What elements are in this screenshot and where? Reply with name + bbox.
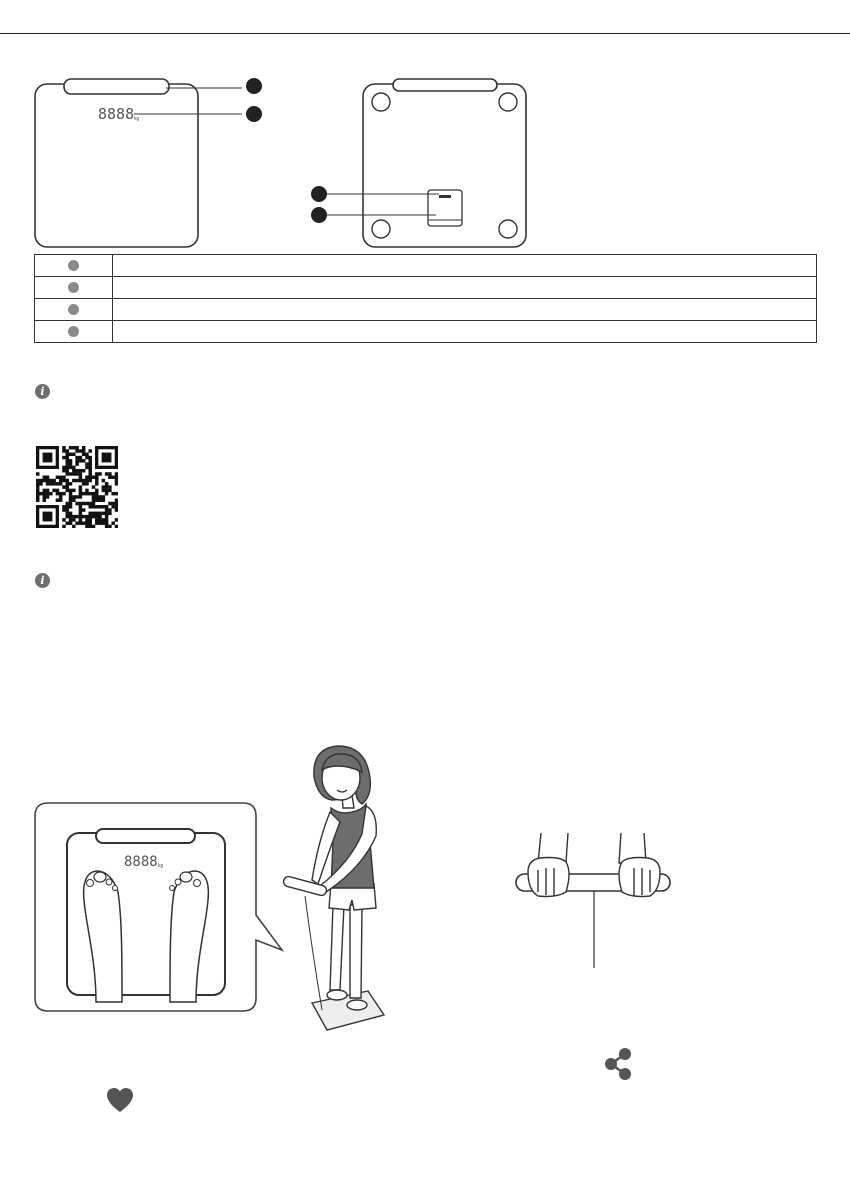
battery-switch bbox=[439, 195, 451, 198]
callout-1 bbox=[246, 78, 262, 94]
callout-dot-icon bbox=[68, 326, 79, 337]
top-rule bbox=[0, 33, 850, 34]
display-digits: 8888 bbox=[124, 854, 158, 870]
foot-pad bbox=[499, 220, 517, 238]
left-hand bbox=[528, 833, 569, 897]
table-cell bbox=[113, 321, 817, 343]
table-row bbox=[35, 277, 817, 299]
table-row bbox=[35, 321, 817, 343]
callout-dot-icon bbox=[68, 304, 79, 315]
share-icon bbox=[601, 1046, 637, 1082]
heart-icon bbox=[106, 1087, 134, 1113]
callout-dot-icon bbox=[68, 282, 79, 293]
weighing-illustration bbox=[30, 740, 390, 1035]
table-row bbox=[35, 255, 817, 277]
info-icon: i bbox=[35, 384, 50, 399]
display-unit: kg bbox=[134, 116, 140, 122]
table-cell bbox=[113, 277, 817, 299]
feet-closeup bbox=[35, 803, 282, 1011]
info-icon: i bbox=[35, 573, 50, 588]
handle-grip-illustration bbox=[510, 825, 680, 975]
callout-dot-icon bbox=[68, 260, 79, 271]
right-hand bbox=[619, 833, 660, 897]
foot-pad bbox=[499, 93, 517, 111]
foot-pad bbox=[372, 93, 390, 111]
qr-code bbox=[36, 446, 118, 528]
table-cell bbox=[113, 299, 817, 321]
display-unit: kg bbox=[158, 863, 164, 869]
foot-pad bbox=[372, 220, 390, 238]
person-on-scale bbox=[282, 746, 384, 1030]
callout-4 bbox=[311, 207, 327, 223]
scale-back-view bbox=[311, 79, 526, 247]
callout-2 bbox=[246, 106, 262, 122]
handle-slot bbox=[64, 79, 169, 94]
display-digits: 8888 bbox=[98, 105, 135, 123]
parts-table bbox=[34, 254, 817, 343]
scale-diagrams bbox=[0, 60, 850, 255]
table-row bbox=[35, 299, 817, 321]
callout-3 bbox=[311, 186, 327, 202]
table-cell bbox=[113, 255, 817, 277]
scale-front-view bbox=[35, 78, 262, 247]
